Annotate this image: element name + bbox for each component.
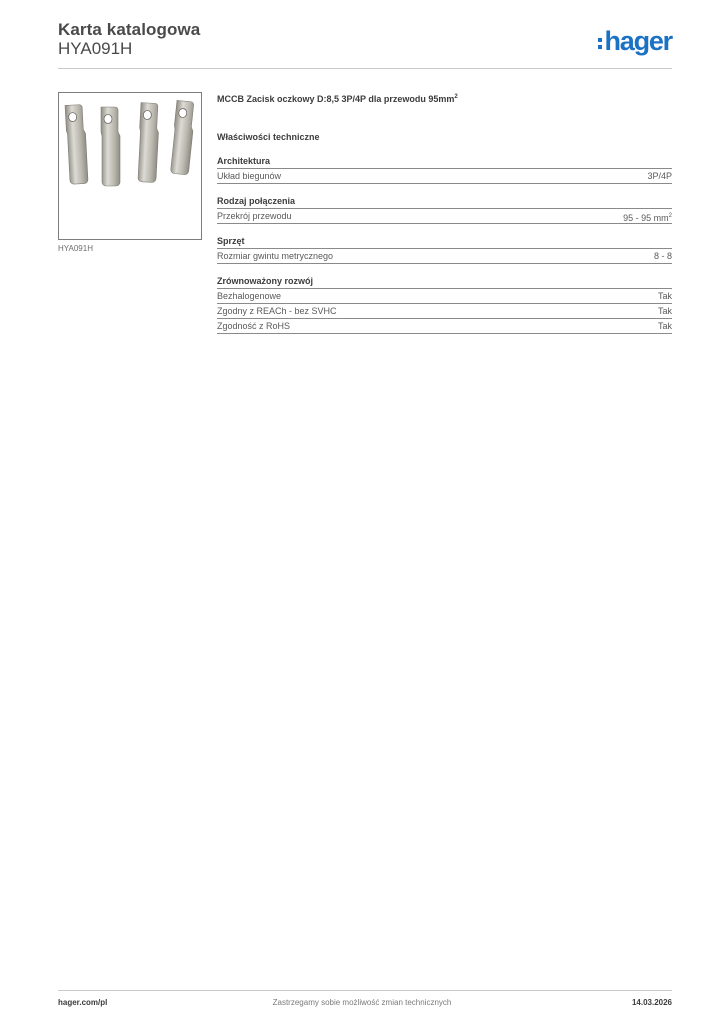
property-label: Bezhalogenowe <box>217 291 282 301</box>
cable-lug-2 <box>101 107 120 186</box>
technical-properties-heading: Właściwości techniczne <box>217 132 320 142</box>
property-row <box>217 289 672 304</box>
group-title: Sprzęt <box>217 236 672 249</box>
property-row <box>217 249 672 264</box>
property-row <box>217 209 672 224</box>
cable-lug-3 <box>137 103 160 183</box>
property-value: Tak <box>657 321 672 331</box>
cable-lug-4 <box>169 100 196 175</box>
group-hardware <box>217 236 672 264</box>
group-title: Rodzaj połączenia <box>217 196 672 209</box>
property-label: Układ biegunów <box>217 171 282 181</box>
product-image <box>58 92 202 240</box>
footer-disclaimer: Zastrzegamy sobie możliwość zmian technicznych <box>272 998 452 1007</box>
property-value: Tak <box>657 291 672 301</box>
header-divider <box>58 68 672 69</box>
hager-logo <box>598 28 672 54</box>
image-caption: HYA091H <box>58 244 93 253</box>
property-value: 8 - 8 <box>653 251 672 261</box>
property-label: Rozmiar gwintu metrycznego <box>217 251 334 261</box>
document-code: HYA091H <box>58 39 133 58</box>
group-connection-type <box>217 196 672 224</box>
property-value: 95 - 95 $mm^2$ <box>623 213 672 223</box>
property-label: Przekrój przewodu <box>217 211 292 221</box>
property-row <box>217 169 672 184</box>
property-label: Zgodny z REACh - bez SVHC <box>217 306 337 316</box>
cable-lugs-illustration <box>59 93 201 239</box>
product-title: MCCB Zacisk oczkowy D:8,5 3P/4P dla przewodu $95mm^2$ <box>217 94 458 104</box>
cable-lug-1 <box>65 104 88 184</box>
footer-date: 14.03.2026 <box>631 998 672 1007</box>
property-row <box>217 319 672 334</box>
page-header <box>58 20 672 70</box>
document-title: Karta katalogowa <box>58 20 201 39</box>
group-title: Architektura <box>217 156 672 169</box>
property-value: 3P/4P <box>647 171 672 181</box>
property-label: Zgodność z RoHS <box>217 321 291 331</box>
logo-dots-icon <box>598 38 602 49</box>
group-architecture <box>217 156 672 184</box>
property-row <box>217 304 672 319</box>
footer-divider <box>58 990 672 991</box>
property-value: Tak <box>657 306 672 316</box>
group-title: Zrównoważony rozwój <box>217 276 672 289</box>
logo-text: hager <box>604 26 672 56</box>
product-details <box>217 94 672 334</box>
footer-website: hager.com/pl <box>58 998 108 1007</box>
group-sustainability <box>217 276 672 334</box>
